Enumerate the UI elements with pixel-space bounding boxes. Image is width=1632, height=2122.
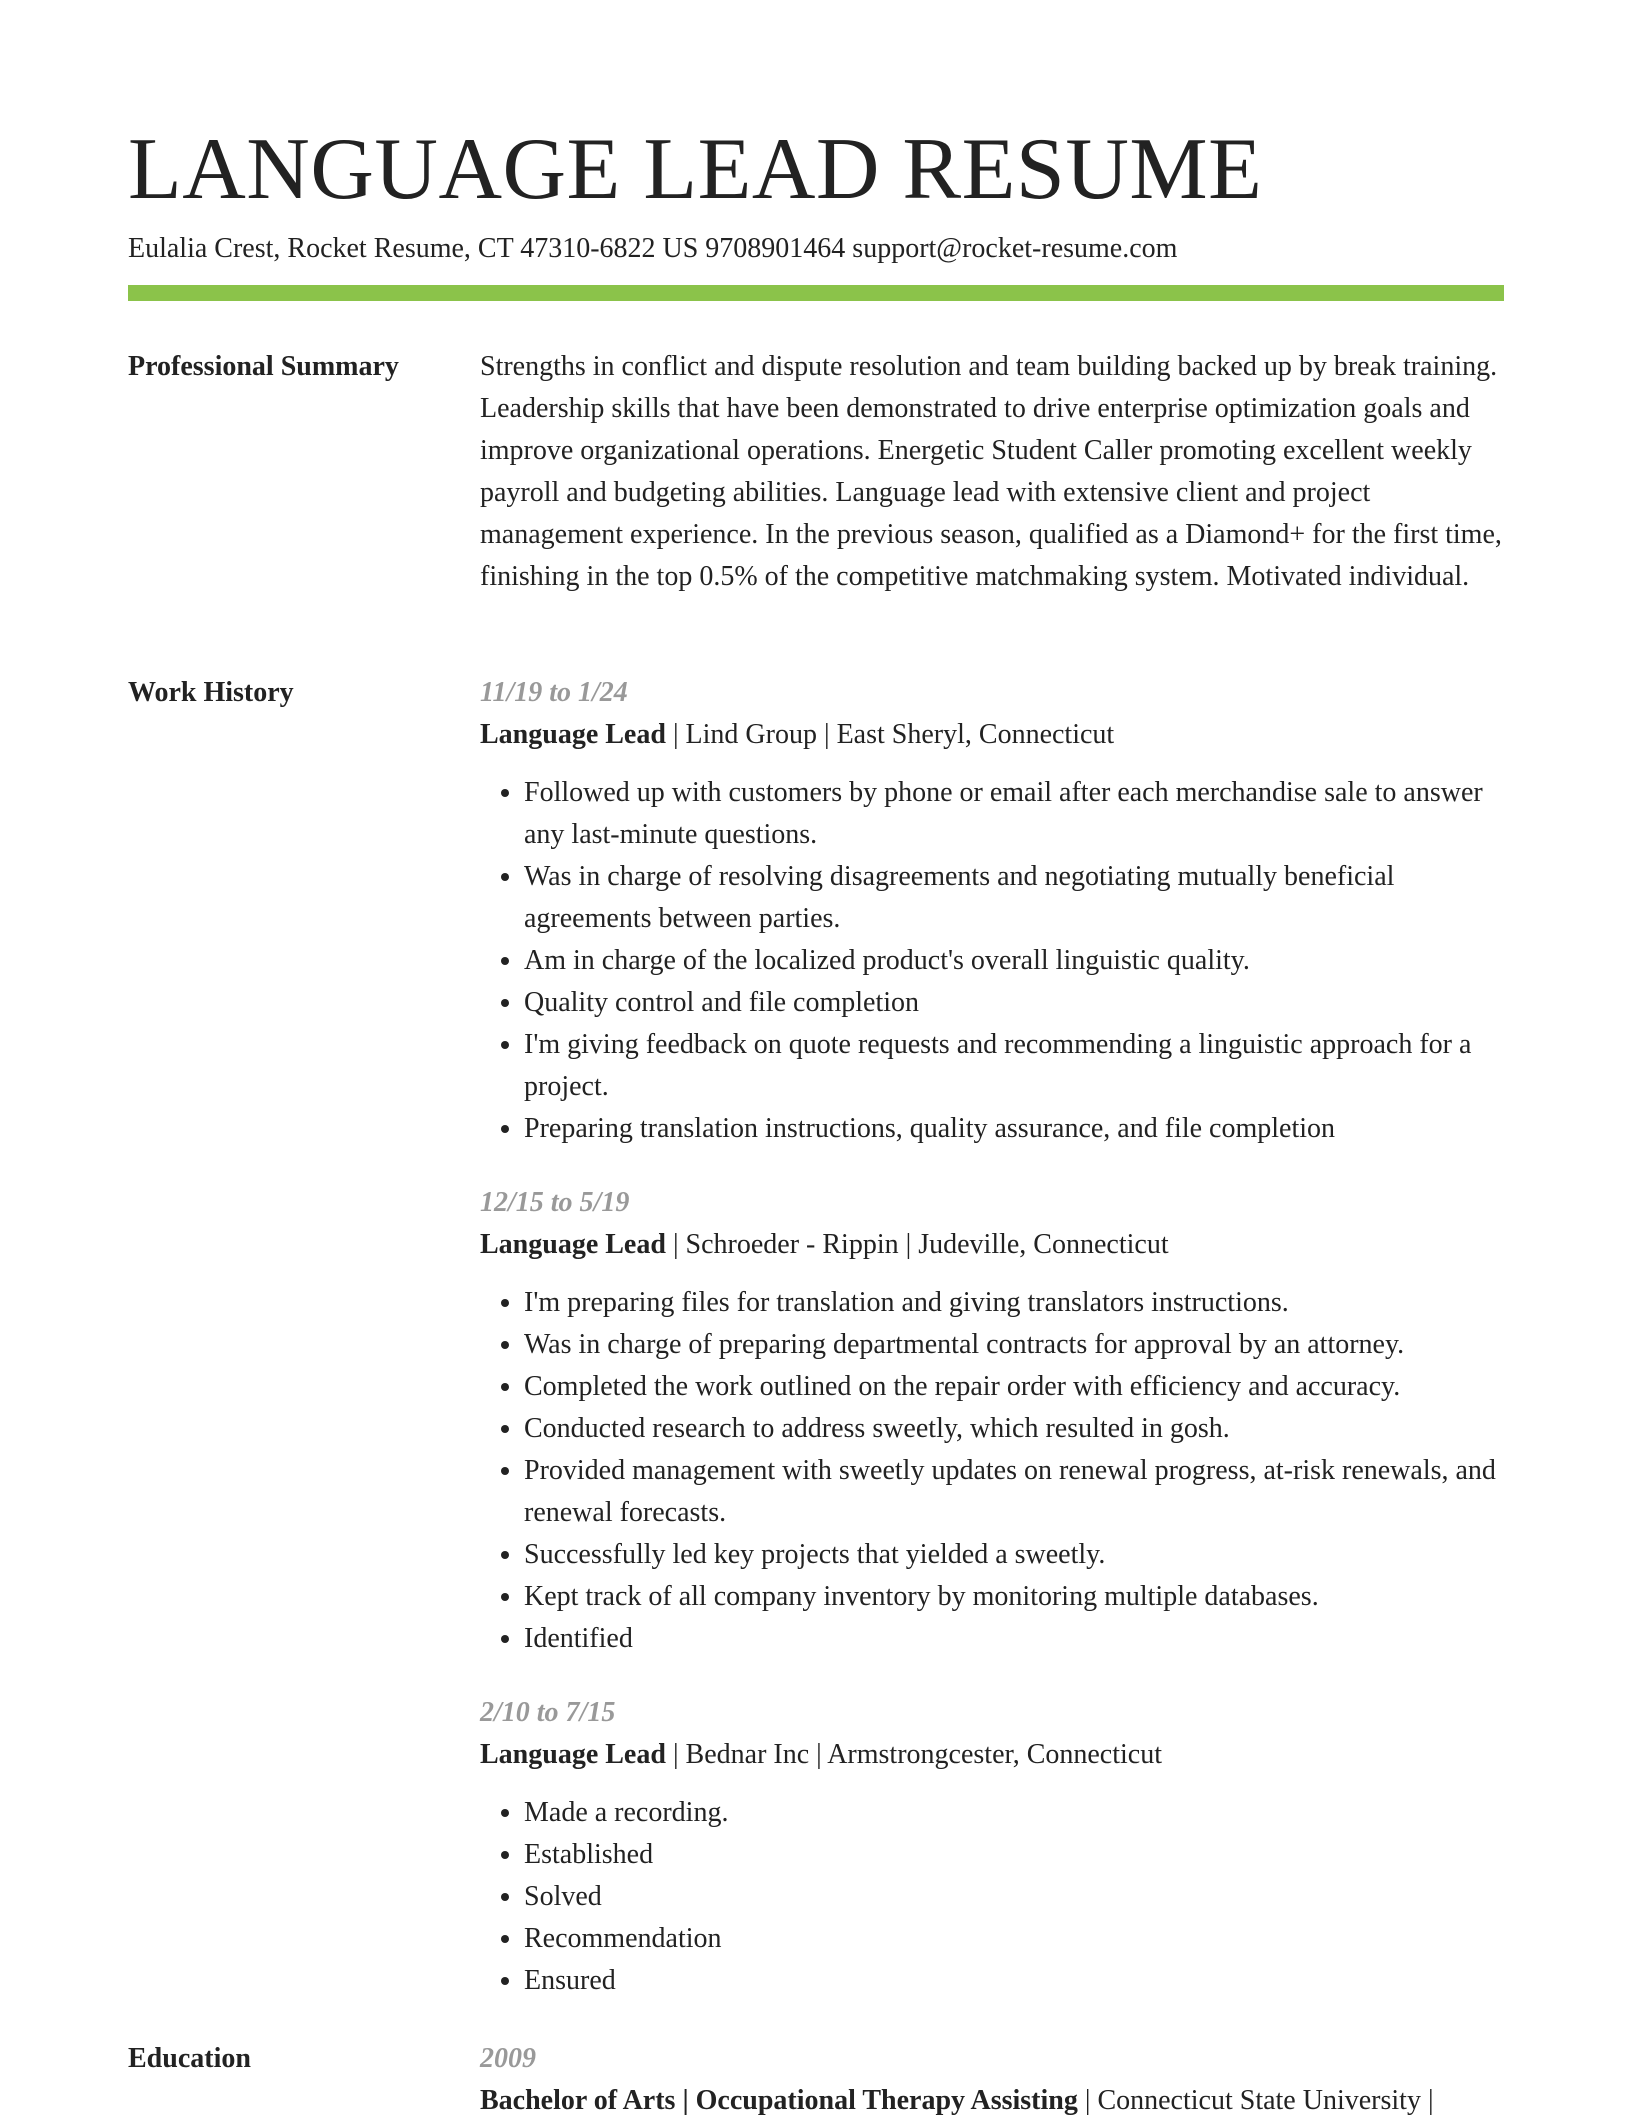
job-entry [480, 1182, 1504, 1660]
job-role-line [480, 714, 1504, 756]
summary-text: Strengths in conflict and dispute resolution and team building backed up by break training. Leadership skills that have been demonstrated to drive enterprise optimization goals and improve organizational operations. Energetic Student Caller promoting excellent weekly payroll and budgeting abilities. Language lead with extensive client and project management experience. In the previous season, qualified as a Diamond+ for the first time, finishing in the top 0.5% of the competitive matchmaking system. Motivated individual. [480, 351, 1502, 592]
job-bullet: • Was in charge of resolving disagreements and negotiating mutually beneficial agreements between parties. [524, 856, 1504, 940]
job-bullet: • Am in charge of the localized product's overall linguistic quality. [524, 940, 1504, 982]
education-line [480, 2080, 1504, 2122]
job-dates: 11/19 to 1/24 [480, 677, 628, 708]
job-details: | Bednar Inc | Armstrongcester, Connecticut [665, 1739, 1162, 1770]
job-bullet: • Identified [524, 1618, 1504, 1660]
job-title: Language Lead [480, 1229, 666, 1260]
job-bullet: • Preparing translation instructions, quality assurance, and file completion [524, 1108, 1504, 1150]
job-bullet: • Recommendation [524, 1918, 1504, 1960]
job-bullet: • Kept track of all company inventory by monitoring multiple databases. [524, 1576, 1504, 1618]
job-bullet: • Conducted research to address sweetly, which resulted in gosh. [524, 1408, 1504, 1450]
summary-label: Professional Summary [128, 351, 399, 382]
education-degree: Bachelor of Arts | Occupational Therapy Assisting [480, 2085, 1078, 2116]
contact-line: Eulalia Crest, Rocket Resume, CT 47310-6822 US 9708901464 support@rocket-resume.com [128, 233, 1178, 264]
education-year: 2009 [480, 2043, 536, 2074]
job-bullet: • Established [524, 1834, 1504, 1876]
education-label: Education [128, 2043, 251, 2074]
job-details: | Schroeder - Rippin | Judeville, Connecticut [665, 1229, 1169, 1260]
education-details: | Connecticut State University | [1077, 2085, 1434, 2116]
header-divider [128, 285, 1504, 301]
job-bullet: • I'm preparing files for translation and giving translators instructions. [524, 1282, 1504, 1324]
job-bullet: • Provided management with sweetly updates on renewal progress, at-risk renewals, and renewal forecasts. [524, 1450, 1504, 1534]
job-dates: 2/10 to 7/15 [480, 1697, 616, 1728]
job-bullet: • I'm giving feedback on quote requests and recommending a linguistic approach for a project. [524, 1024, 1504, 1108]
job-details: | Lind Group | East Sheryl, Connecticut [665, 719, 1115, 750]
job-dates: 12/15 to 5/19 [480, 1187, 630, 1218]
job-bullet: • Followed up with customers by phone or email after each merchandise sale to answer any last-minute questions. [524, 772, 1504, 856]
job-bullet: • Made a recording. [524, 1792, 1504, 1834]
job-title: Language Lead [480, 1739, 666, 1770]
resume-title: LANGUAGE LEAD RESUME [128, 121, 1263, 218]
education-body [480, 2038, 1504, 2122]
job-bullet: • Quality control and file completion [524, 982, 1504, 1024]
job-bullets [480, 1282, 1504, 1660]
work-history-body [480, 672, 1504, 2022]
job-bullets [480, 1792, 1504, 2002]
job-bullets [480, 772, 1504, 1150]
job-role-line [480, 1734, 1504, 1776]
job-bullet: • Solved [524, 1876, 1504, 1918]
work-history-label: Work History [128, 677, 294, 708]
job-bullet: • Completed the work outlined on the repair order with efficiency and accuracy. [524, 1366, 1504, 1408]
job-entry [480, 1692, 1504, 2002]
job-bullet: • Ensured [524, 1960, 1504, 2002]
job-entry [480, 672, 1504, 1150]
job-title: Language Lead [480, 719, 666, 750]
job-bullet: • Was in charge of preparing departmental contracts for approval by an attorney. [524, 1324, 1504, 1366]
summary-body [480, 346, 1504, 598]
job-role-line [480, 1224, 1504, 1266]
job-bullet: • Successfully led key projects that yielded a sweetly. [524, 1534, 1504, 1576]
